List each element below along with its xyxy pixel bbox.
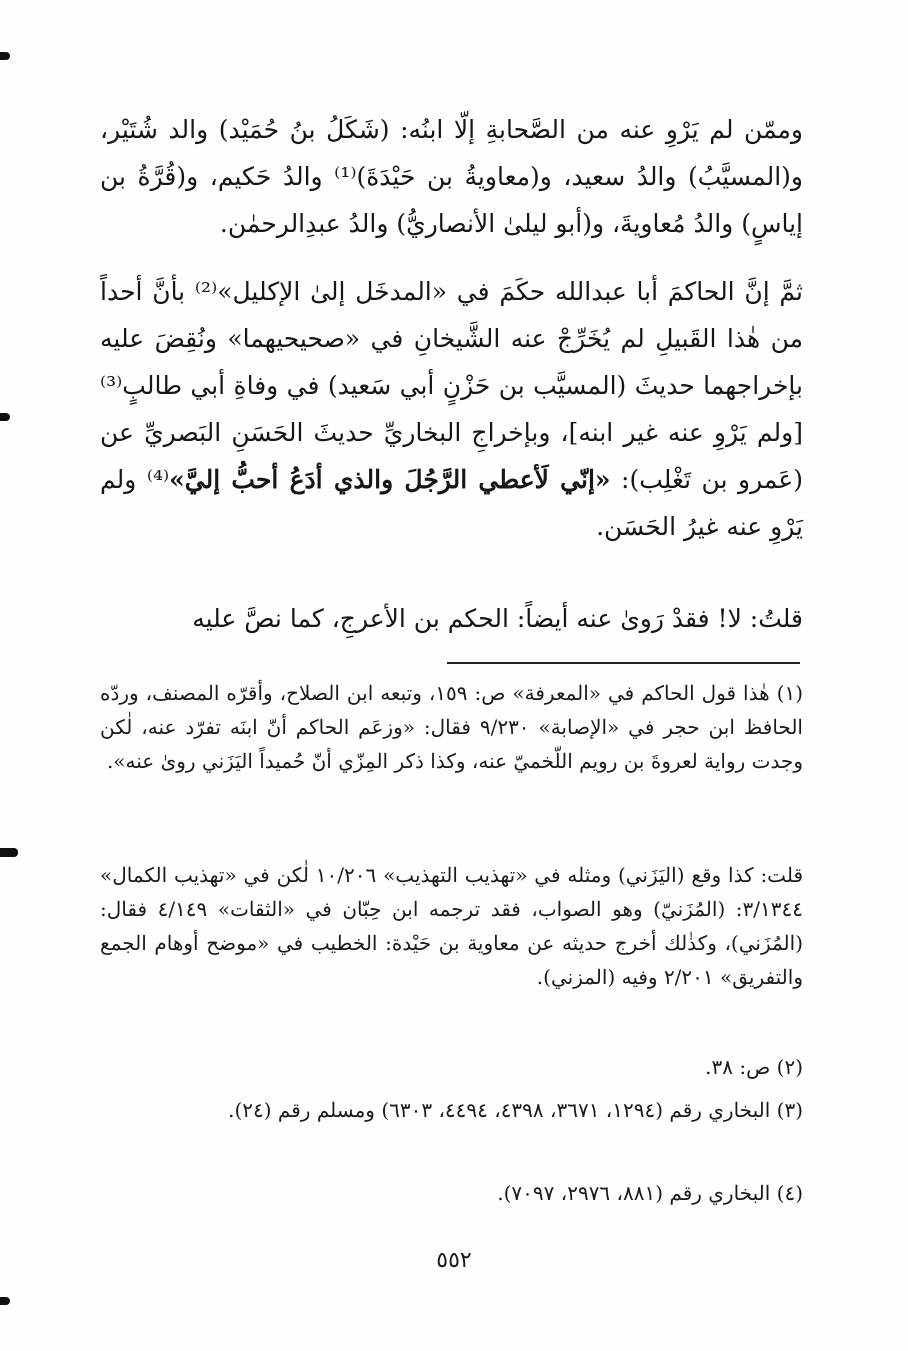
paragraph-rebuttal-text: قلتُ: لا! فقدْ رَوىٰ عنه أيضاً: الحكم بن الأعرجِ، كما نصَّ عليه [192, 604, 803, 633]
scan-edge-mark [0, 52, 10, 60]
hadith-quote: «إنّي لَأعطي الرَّجُلَ والذي أدَعُ أحبُّ إليَّ» [169, 465, 611, 494]
footnote-2 [100, 1050, 803, 1084]
footnote-1-text: (١) هٰذا قول الحاكم في «المعرفة» ص: ١٥٩، وتبعه ابن الصلاح، وأقرّه المصنف، وردّه الحافظ ابن حجر في «الإصابة» ٩/٢٣٠ فقال: «وزعَم الحاكم أنّ ابنَه تفرّد عنه، لٰكن وجدت رواية لعروةَ بن رويم اللّخميّ عنه، وكذا ذكر المِزّي أنّ حُميداً اليَزَني روىٰ عنه». [100, 681, 803, 773]
scan-edge-mark [0, 413, 10, 421]
footnote-3 [100, 1093, 803, 1127]
paragraph-rebuttal [100, 595, 803, 642]
paragraph-companions-text: وممّن لم يَرْوِ عنه من الصَّحابةِ إلّا ابنُه: (شَكَلُ بنُ حُمَيْد) والد شُتَيْر، و(المسيَّبُ) والدُ سعيد، و(معاويةُ بن حَيْدَةَ)⁽¹⁾ والدُ حَكيم، و(قُرَّةُ بن إياسٍ) والدُ مُعاويةَ، و(أبو ليلىٰ الأنصاريُّ) والدُ عبدِالرحمٰن. [100, 115, 803, 238]
page-number: ٥٥٢ [436, 1248, 472, 1273]
footnote-3-text: (٣) البخاري رقم (١٢٩٤، ٣٦٧١، ٤٣٩٨، ٤٤٩٤، ٦٣٠٣) ومسلم رقم (٢٤). [228, 1098, 803, 1122]
footnote-4-text: (٤) البخاري رقم (٨٨١، ٢٩٧٦، ٧٠٩٧). [497, 1181, 803, 1205]
footnote-4 [100, 1176, 803, 1210]
footnote-1-comment [100, 858, 803, 994]
paragraph-hakim [100, 268, 803, 550]
footnote-1-comment-text: قلت: كذا وقع (اليَزَني) ومثله في «تهذيب التهذيب» ١٠/٢٠٦ لٰكن في «تهذيب الكمال» ٣/١٣٤٤: (المُزَنيّ) وهو الصواب، فقد ترجمه ابن حِبّان في «الثقات» ٤/١٤٩ فقال: (المُزَني)، وكذٰلك أخرج حديثه عن معاوية بن حَيْدة: الخطيب في «موضح أوهام الجمع والتفريق» ٢/٢٠١ وفيه (المزني). [100, 863, 804, 989]
scan-edge-mark [0, 848, 18, 857]
footnote-2-text: (٢) ص: ٣٨. [705, 1055, 803, 1079]
paragraph-hakim-end: ⁽⁴⁾ ولم يَرْوِ عنه غيرُ الحَسَن. [100, 465, 803, 541]
paragraph-hakim-text: ثمَّ إنَّ الحاكمَ أبا عبدالله حكَمَ في «المدخَل إلىٰ الإكليل»⁽²⁾ بأنَّ أحداً من هٰذا القَبيلِ لم يُخَرِّجْ عنه الشَّيخانِ في «صحيحيهما» ونُقِضَ عليه بإخراجهما حديثَ (المسيَّب بن حَزْنٍ أبي سَعيد) في وفاةِ أبي طالبٍ⁽³⁾ [ولم يَرْوِ عنه غير ابنه]، وبإخراجِ البخاريِّ حديثَ الحَسَنِ البَصريِّ عن (عَمرو بن تَغْلِب): [100, 277, 804, 494]
scan-edge-mark [0, 1297, 10, 1305]
footnote-1 [100, 676, 803, 778]
footnote-divider [447, 662, 800, 664]
paragraph-companions [100, 106, 803, 247]
